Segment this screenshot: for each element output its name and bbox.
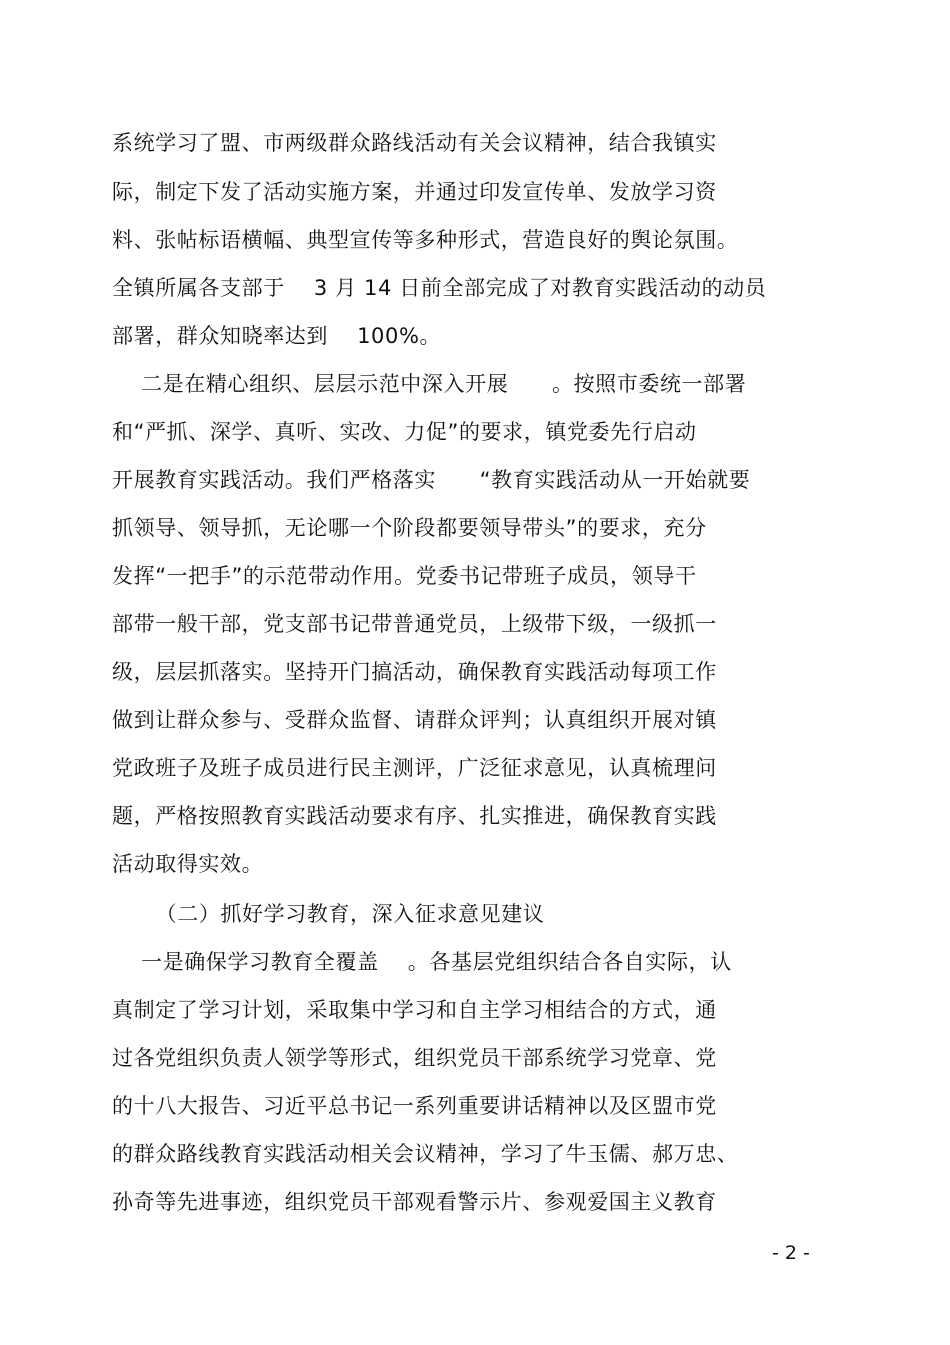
text-line: 和“严抓、深学、真听、实改、力促”的要求，镇党委先行启动 (112, 420, 697, 444)
text-line: 开展教育实践活动。我们严格落实 “教育实践活动从一开始就要 (112, 468, 751, 492)
text-line: 部带一般干部，党支部书记带普通党员，上级带下级，一级抓一 (112, 612, 717, 636)
text-line: 抓领导、领导抓，无论哪一个阶段都要领导带头”的要求，充分 (112, 516, 707, 540)
text-line: 部署，群众知晓率达到 100%。 (112, 324, 442, 348)
text-line: 孙奇等先进事迹，组织党员干部观看警示片、参观爱国主义教育 (112, 1190, 717, 1214)
text-line: 二是在精心组织、层层示范中深入开展 。按照市委统一部署 (112, 372, 747, 396)
section-heading: （二）抓好学习教育，深入征求意见建议 (112, 902, 545, 926)
page-number: - 2 - (772, 1242, 810, 1264)
text-line: 党政班子及班子成员进行民主测评，广泛征求意见，认真梳理问 (112, 756, 717, 780)
text-line: 做到让群众参与、受群众监督、请群众评判；认真组织开展对镇 (112, 708, 717, 732)
text-line: 一是确保学习教育全覆盖 。各基层党组织结合各自实际，认 (112, 950, 732, 974)
text-line: 级，层层抓落实。坚持开门搞活动，确保教育实践活动每项工作 (112, 660, 717, 684)
text-line: 活动取得实效。 (112, 852, 264, 876)
text-line: 过各党组织负责人领学等形式，组织党员干部系统学习党章、党 (112, 1046, 717, 1070)
text-line: 真制定了学习计划，采取集中学习和自主学习相结合的方式，通 (112, 998, 717, 1022)
text-line: 料、张帖标语横幅、典型宣传等多种形式，营造良好的舆论氛围。 (112, 228, 739, 252)
text-line: 发挥“一把手”的示范带动作用。党委书记带班子成员，领导干 (112, 564, 697, 588)
text-line: 际，制定下发了活动实施方案，并通过印发宣传单、发放学习资 (112, 180, 717, 204)
text-line: 的十八大报告、习近平总书记一系列重要讲话精神以及区盟市党 (112, 1094, 717, 1118)
text-line: 的群众路线教育实践活动相关会议精神，学习了牛玉儒、郝万忠、 (112, 1142, 739, 1166)
text-line: 系统学习了盟、市两级群众路线活动有关会议精神，结合我镇实 (112, 131, 717, 155)
text-line: 题，严格按照教育实践活动要求有序、扎实推进，确保教育实践 (112, 804, 717, 828)
text-line: 全镇所属各支部于 3 月 14 日前全部完成了对教育实践活动的动员 (112, 276, 767, 300)
